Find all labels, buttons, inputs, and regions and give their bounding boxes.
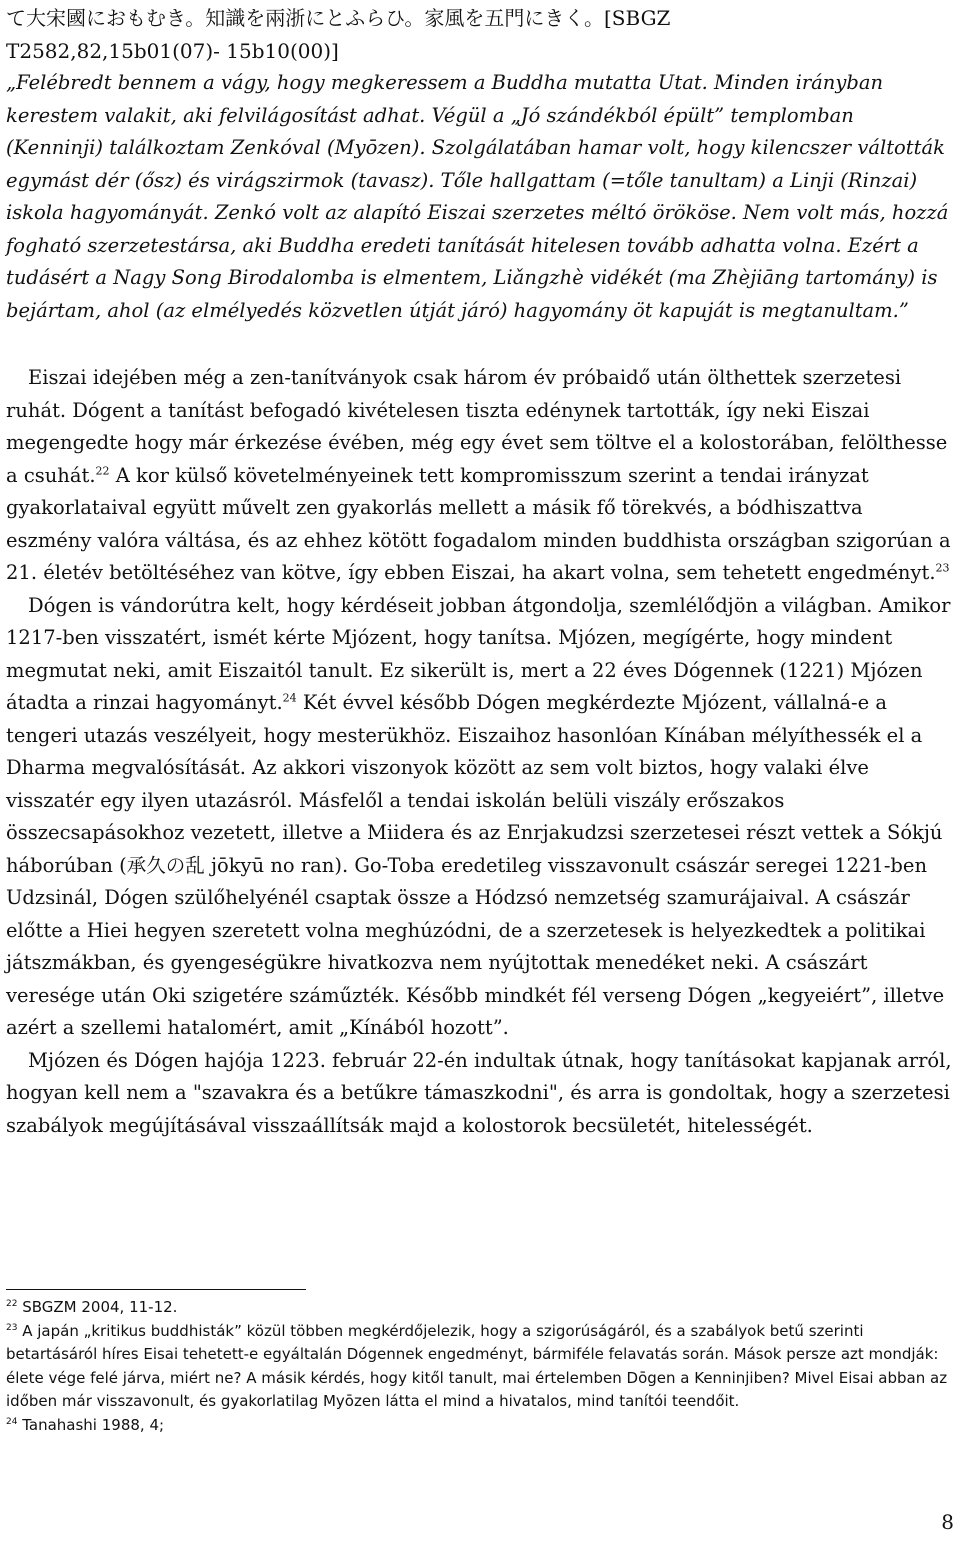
footnote-number: 24 [6,1416,18,1427]
footnote-text: A japán „kritikus buddhisták” közül többen megkérdőjelezik, hogy a szigorúságáról, és a szabályok betű szerinti betartásáról híres Eisai tehetett-e egyáltalán Dógennek engedményt, bármiféle felavatás során. Mások persze azt mondják: élete vége felé járva, miért ne? A másik kérdés, hogy kitől tanult, mai értelemben Dōgen a Kenninjiben? Mivel Eisai abban az időben már visszavonult, és gyakorlatilag Myōzen látta el mind a hivatalos, mind tanítói teendőit. [6,1321,948,1411]
footnote-number: 23 [6,1322,18,1333]
footnotes [6,1296,954,1438]
footnote-ref-22[interactable]: 22 [95,464,110,477]
footnote-24 [6,1414,954,1438]
footnote-number: 22 [6,1299,18,1309]
page-number: 8 [941,1510,954,1534]
body-paragraph-2 [6,590,954,1045]
translated-quote: „Felébredt bennem a vágy, hogy megkeressem a Buddha mutatta Utat. Minden irányban kerestem valakit, aki felvilágosítást adhat. Végül a „Jó szándékból épült” templomban (Kenninji) találkoztam Zenkóval (Myōzen). Szolgálatában hamar volt, hogy kilencszer váltották egymást dér (ősz) és virágszirmok (tavasz). Tőle hallgattam (=tőle tanultam) a Linji (Rinzai) iskola hagyományát. Zenkó volt az alapító Eiszai szerzetes méltó örököse. Nem volt más, hozzá fogható szerzetestársa, aki Buddha eredeti tanítását hitelesen tovább adhatta volna. Ezért a tudásért a Nagy Song Birodalomba is elmentem, Liǎngzhè vidékét (ma Zhèjiāng tartomány) is bejártam, ahol (az elmélyedés közvetlen útját járó) hagyomány öt kapuját is megtanultam.” [6,71,949,322]
footnote-separator [6,1289,306,1290]
footnote-text: Tanahashi 1988, 4; [17,1415,165,1434]
footnote-text: SBGZM 2004, 11-12. [17,1298,178,1316]
body-paragraph-1-text-b: A kor külső követelményeinek tett kompromisszum szerint a tendai irányzat gyakorlataival együtt művelt zen gyakorlás mellett a másik fő törekvés, a bódhiszattva eszmény valóra váltása, és az ehhez kötött fogadalom minden buddhista országban szigorúan a 21. életév betöltéséhez van kötve, így ebben Eiszai, ha akart volna, sem tehetett engedményt. [6,463,951,584]
header-citation-line: T2582,82,15b01(07)- 15b10(00)] [6,38,339,63]
footnote-ref-24[interactable]: 24 [282,691,297,705]
footnote-22 [6,1296,954,1320]
paragraph-gap [6,327,954,362]
footnote-23 [6,1320,954,1414]
body-paragraph-2-text-a: Dógen is vándorútra kelt, hogy kérdéseit jobban átgondolja, szemlélődjön a világban. Amikor 1217-ben visszatért, ismét kérte Mjózent, hogy tanítsa. Mjózen, megígérte, hogy mindent megmutat neki, amit Eiszaitól tanult. Ez sikerült is, mert a 22 éves Dógennek (1221) Mjózen átadta a rinzai hagyományt. [6,593,951,714]
footnote-ref-23[interactable]: 23 [935,561,950,575]
header-japanese-line: て大宋國におもむき。知識を兩浙にとふらひ。家風を五門にきく。[SBGZ [6,6,671,30]
body-paragraph-2-text-b: Két évvel később Dógen megkérdezte Mjózent, vállalná-e a tengeri utazás veszélyeit, hogy mesterükhöz. Eiszaihoz hasonlóan Kínában mélyíthessék el a Dharma megvalósítását. Az akkori viszonyok között az sem volt biztos, hogy valaki élve visszatér egy ilyen utazásról. Másfelől a tendai iskolán belüli viszály erőszakos összecsapásokhoz vezetett, illetve a Miidera és az Enrjakudzsi szerzetesei részt vettek a Sókjú háborúban (承久の乱 jōkyū no ran). Go-Toba eredetileg visszavonult császár seregei 1221-ben Udzsinál, Dógen szülőhelyénél csaptak össze a Hódzsó nemzetség szamurájaival. A császár előtte a Hiei hegyen szeretett volna meghúzódni, de a szerzetesek is helyezkedtek a politikai játszmákban, és gyengeségükre hivatkozva nem nyújtottak menedéket neki. A császárt veresége után Oki szigetére száműzték. Később mindkét fél verseng Dógen „kegyeiért”, illetve azért a szellemi hatalomért, amit „Kínából hozott”. [6,691,945,1039]
body-paragraph-1-text-a: Eiszai idejében még a zen-tanítványok csak három év próbaidő után ölthettek szerzetesi ruhát. Dógent a tanítást befogadó kivételesen tiszta edénynek tartották, így neki Eiszai megengedte hogy már érkezése évében, még egy évet sem töltve el a kolostorában, felölthesse a csuhát. [6,366,948,487]
body-paragraph-3: Mjózen és Dógen hajója 1223. február 22-én indultak útnak, hogy tanításokat kapjanak arról, hogyan kell nem a "szavakra és a betűkre támaszkodni", és arra is gondoltak, hogy a szerzetesi szabályok megújításával visszaállítsák majd a kolostorok becsületét, hitelességét. [6,1048,952,1137]
body-paragraph-1 [6,362,954,590]
